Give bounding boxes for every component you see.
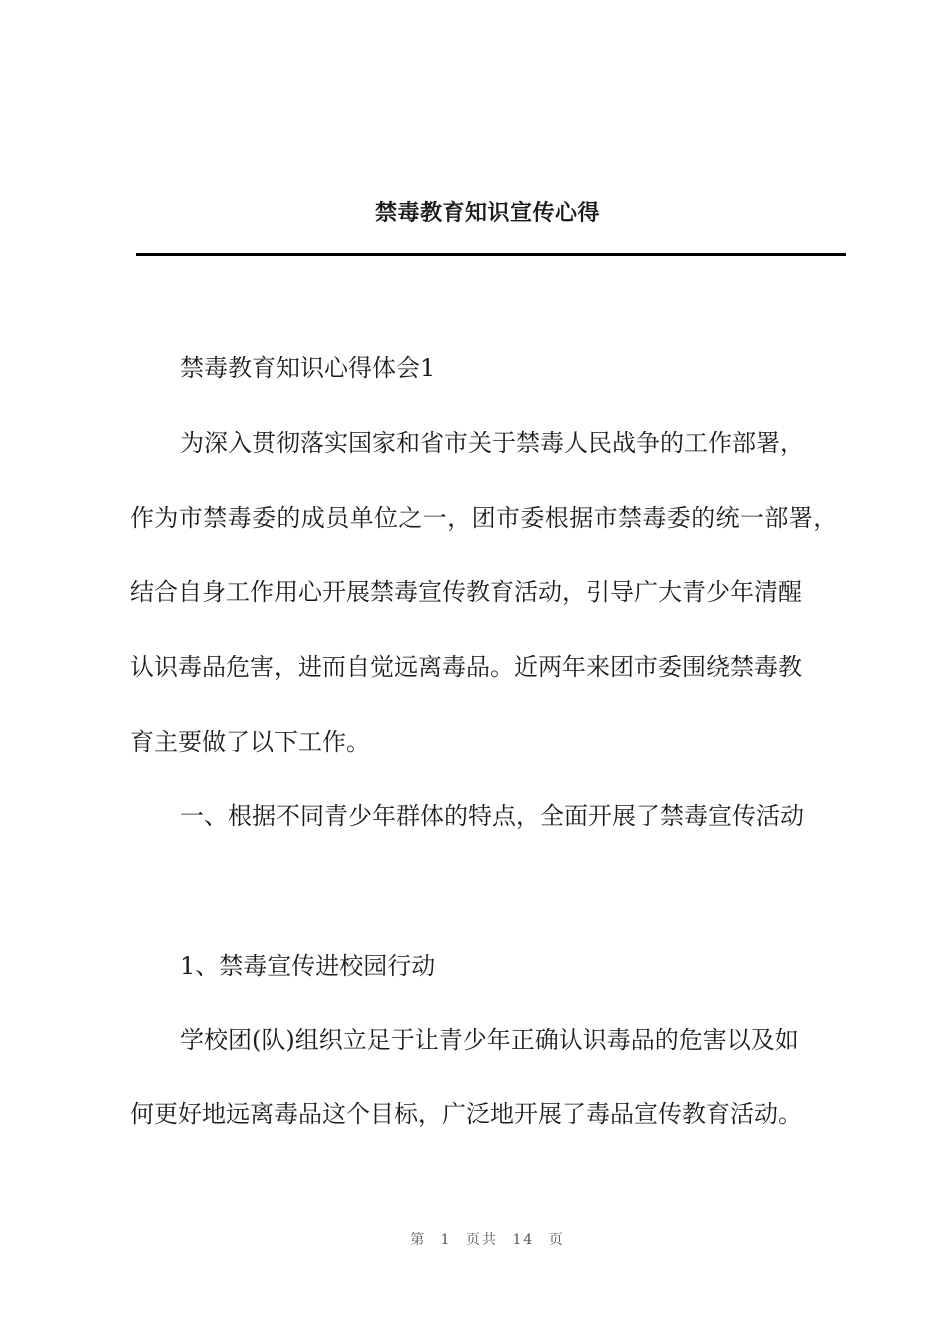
subsection-heading: 一、根据不同青少年群体的特点，全面开展了禁毒宣传活动	[180, 802, 804, 830]
page-title: 禁毒教育知识宣传心得	[374, 200, 600, 226]
subsection-heading: 1、禁毒宣传进校园行动	[180, 952, 436, 980]
section-heading: 禁毒教育知识心得体会1	[180, 354, 436, 382]
paragraph-line: 育主要做了以下工作。	[130, 728, 370, 756]
paragraph-line: 为深入贯彻落实国家和省市关于禁毒人民战争的工作部署，	[180, 429, 804, 457]
paragraph-line: 作为市禁毒委的成员单位之一，团市委根据市禁毒委的统一部署，	[130, 504, 838, 532]
page-number-footer: 第 1 页共 14 页	[410, 1232, 565, 1248]
paragraph-line: 学校团(队)组织立足于让青少年正确认识毒品的危害以及如	[180, 1026, 799, 1054]
title-divider	[136, 253, 846, 256]
paragraph-line: 何更好地远离毒品这个目标，广泛地开展了毒品宣传教育活动。	[130, 1100, 802, 1128]
paragraph-line: 结合自身工作用心开展禁毒宣传教育活动，引导广大青少年清醒	[130, 578, 802, 606]
paragraph-line: 认识毒品危害，进而自觉远离毒品。近两年来团市委围绕禁毒教	[130, 653, 802, 681]
